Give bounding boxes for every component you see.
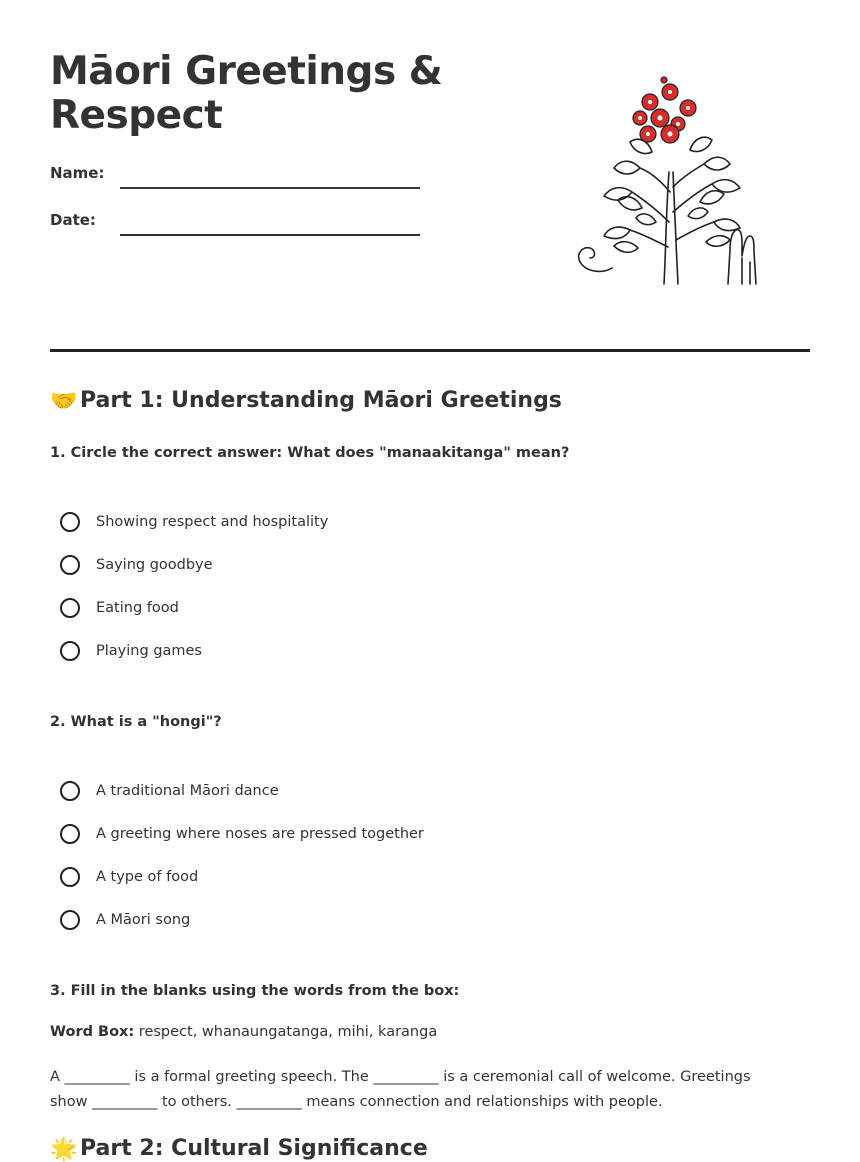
fill-in-paragraph: A _________ is a formal greeting speech. The _________ is a ceremonial call of welcome. Greetings show _________ to others. _________ means connection and relationships with people.	[50, 1069, 751, 1110]
word-box	[50, 1024, 437, 1040]
radio-circle-icon[interactable]	[60, 824, 80, 844]
option-label: Eating food	[96, 600, 179, 616]
question-1: 1. Circle the correct answer: What does "manaakitanga" mean?	[50, 445, 570, 461]
page-title: Māori Greetings & Respect	[50, 49, 443, 138]
date-label: Date:	[50, 211, 96, 229]
radio-circle-icon[interactable]	[60, 598, 80, 618]
q1-option-2[interactable]	[60, 552, 213, 578]
q1-option-3[interactable]	[60, 595, 179, 621]
q2-option-4[interactable]	[60, 907, 190, 933]
option-label: Saying goodbye	[96, 557, 213, 573]
part1-heading-text: Part 1: Understanding Māori Greetings	[80, 388, 562, 413]
option-label: A type of food	[96, 869, 199, 885]
part1-heading	[50, 388, 562, 414]
q2-option-1[interactable]	[60, 778, 279, 804]
radio-circle-icon[interactable]	[60, 641, 80, 661]
option-label: Playing games	[96, 643, 202, 659]
name-field-line[interactable]	[120, 187, 420, 189]
q2-option-3[interactable]	[60, 864, 198, 890]
q1-option-4[interactable]	[60, 638, 202, 664]
option-label: Showing respect and hospitality	[96, 514, 329, 530]
glowing-star-icon: 🌟	[50, 1137, 78, 1162]
pohutukawa-tree-icon	[572, 72, 772, 288]
option-label: A Māori song	[96, 912, 191, 928]
radio-circle-icon[interactable]	[60, 867, 80, 887]
option-label: A traditional Māori dance	[96, 783, 279, 799]
part2-heading	[50, 1136, 428, 1162]
word-box-label: Word Box:	[50, 1024, 135, 1040]
option-label: A greeting where noses are pressed together	[96, 826, 424, 842]
date-field-line[interactable]	[120, 234, 420, 236]
radio-circle-icon[interactable]	[60, 781, 80, 801]
name-label: Name:	[50, 164, 105, 182]
question-3: 3. Fill in the blanks using the words from the box:	[50, 983, 460, 999]
radio-circle-icon[interactable]	[60, 512, 80, 532]
q1-option-1[interactable]	[60, 509, 328, 535]
part2-heading-text: Part 2: Cultural Significance	[80, 1136, 428, 1161]
q2-option-2[interactable]	[60, 821, 424, 847]
radio-circle-icon[interactable]	[60, 910, 80, 930]
radio-circle-icon[interactable]	[60, 555, 80, 575]
handshake-icon: 🤝	[50, 389, 78, 414]
question-2: 2. What is a "hongi"?	[50, 714, 222, 730]
section-divider	[50, 349, 810, 352]
word-box-words: respect, whanaungatanga, mihi, karanga	[138, 1024, 438, 1040]
